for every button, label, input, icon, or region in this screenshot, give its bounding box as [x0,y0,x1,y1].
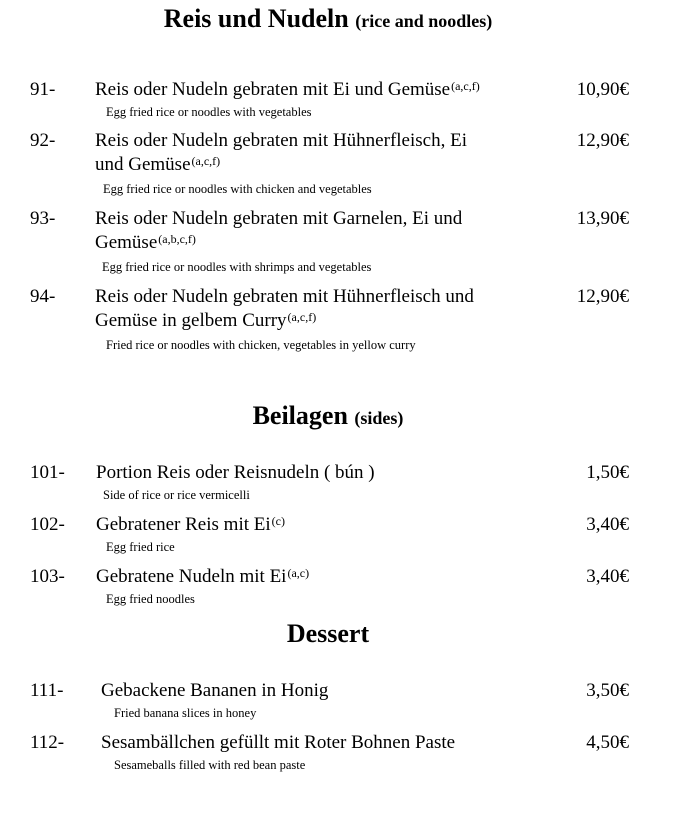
item-number: 94- [30,286,56,307]
item-number: 101- [30,462,65,483]
item-description: Egg fried noodles [106,592,195,606]
item-name-line-2: und Gemüse$^{(a,c,f)}$ [95,154,221,175]
item-number: 93- [30,208,56,229]
item-price: 3,40€ [586,514,629,535]
item-name-line-2: Gemüse in gelbem Curry$^{(a,c,f)}$ [95,310,317,331]
item-description: Egg fried rice or noodles with vegetables [106,105,312,119]
item-allergens: (a,c) [287,566,310,580]
section-title: Reis und Nudeln [163,4,349,33]
item-name: Gebratene Nudeln mit Ei$^{(a,c)}$ [96,566,310,587]
item-description: Fried banana slices in honey [114,706,257,720]
item-name-line-2: Gemüse$^{(a,b,c,f)}$ [95,232,196,253]
item-name-line-1: Reis oder Nudeln gebraten mit Hühnerfleisch, Ei [95,130,467,151]
item-description: Side of rice or rice vermicelli [103,488,250,502]
item-name: Gebackene Bananen in Honig [101,680,329,701]
item-number: 111- [30,680,64,701]
item-price: 12,90€ [576,286,629,307]
item-number: 103- [30,566,65,587]
item-price: 3,50€ [586,680,629,701]
section-heading-rice-noodles [0,4,656,34]
item-description: Sesameballs filled with red bean paste [114,758,306,772]
item-allergens: (a,c,f) [287,310,317,324]
item-allergens: (a,c,f) [191,154,221,168]
item-price: 10,90€ [576,79,629,100]
section-subtitle: (rice and noodles) [355,11,493,31]
item-description: Fried rice or noodles with chicken, vegetables in yellow curry [106,338,416,352]
section-title: Dessert [286,619,370,648]
item-allergens: (a,b,c,f) [158,232,196,246]
item-name: Portion Reis oder Reisnudeln ( bún ) [96,462,375,483]
item-price: 3,40€ [586,566,629,587]
section-title: Beilagen [252,401,348,430]
item-allergens: (a,c,f) [451,79,480,93]
item-price: 13,90€ [576,208,629,229]
section-heading-dessert [0,619,656,649]
item-number: 91- [30,79,56,100]
item-name: Sesambällchen gefüllt mit Roter Bohnen Paste [101,732,456,753]
item-number: 102- [30,514,65,535]
item-price: 12,90€ [576,130,629,151]
item-number: 92- [30,130,56,151]
section-subtitle: (sides) [354,408,404,428]
item-name: Gebratener Reis mit Ei$^{(c)}$ [96,514,285,535]
item-name-line-1: Reis oder Nudeln gebraten mit Hühnerfleisch und [95,286,474,307]
section-heading-sides [0,401,656,431]
item-description: Egg fried rice or noodles with shrimps and vegetables [102,260,372,274]
item-description: Egg fried rice [106,540,175,554]
item-price: 1,50€ [586,462,629,483]
item-name-line-1: Reis oder Nudeln gebraten mit Garnelen, Ei und [95,208,463,229]
item-number: 112- [30,732,65,753]
item-price: 4,50€ [586,732,629,753]
item-description: Egg fried rice or noodles with chicken and vegetables [103,182,372,196]
item-allergens: (c) [271,514,285,528]
item-name: Reis oder Nudeln gebraten mit Ei und Gemüse$^{(a,c,f)}$ [95,79,480,100]
